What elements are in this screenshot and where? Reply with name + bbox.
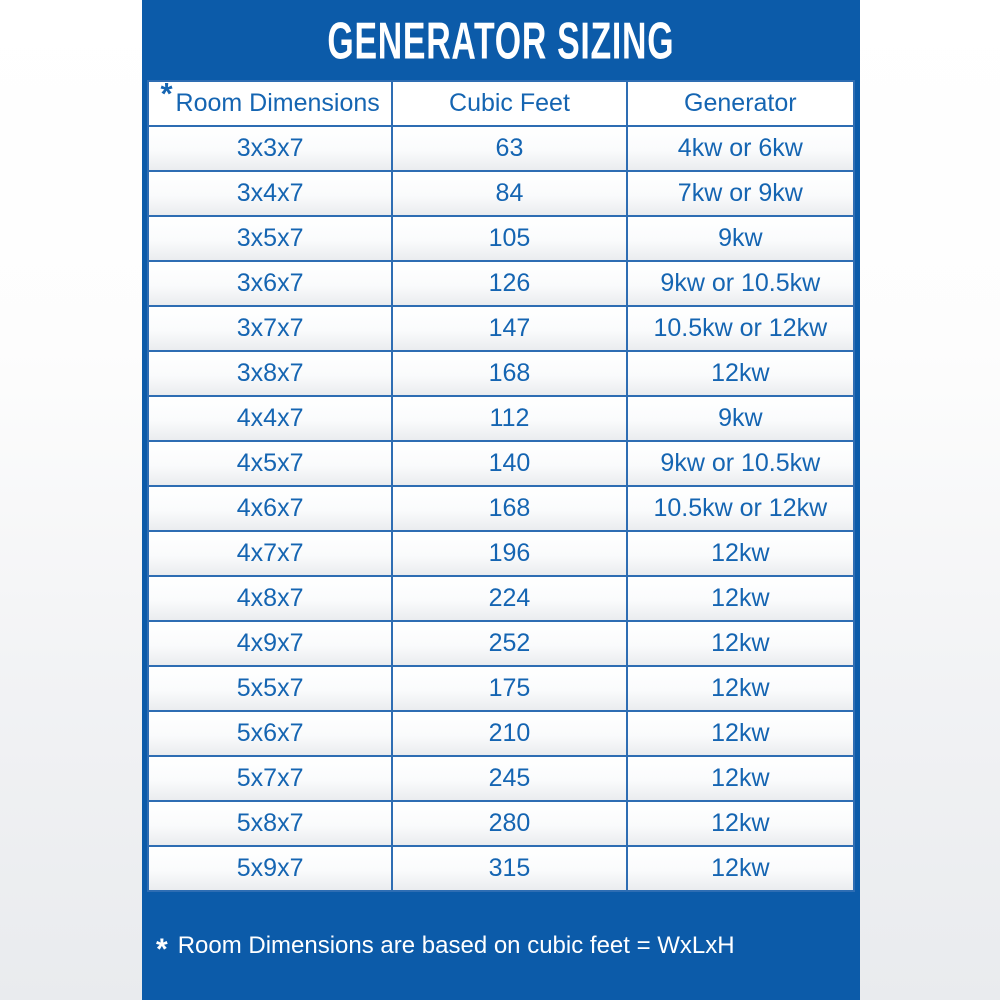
table-row [148,486,854,531]
column-header-generator: Generator [627,81,854,126]
room-dimensions-cell: 4x5x7 [148,441,392,486]
room-dimensions-cell: 3x7x7 [148,306,392,351]
cubic-feet-cell: 280 [392,801,626,846]
table-row [148,621,854,666]
cubic-feet-cell: 168 [392,351,626,396]
room-dimensions-cell: 4x8x7 [148,576,392,621]
table-row [148,441,854,486]
generator-cell: 12kw [627,621,854,666]
table-row [148,261,854,306]
room-dimensions-cell: 3x8x7 [148,351,392,396]
table-row [148,216,854,261]
room-dimensions-cell: 3x5x7 [148,216,392,261]
cubic-feet-cell: 126 [392,261,626,306]
generator-cell: 4kw or 6kw [627,126,854,171]
table-row [148,801,854,846]
generator-cell: 12kw [627,846,854,891]
page-title: GENERATOR SIZING [327,10,675,70]
cubic-feet-cell: 112 [392,396,626,441]
room-dimensions-cell: 5x8x7 [148,801,392,846]
room-dimensions-cell: 4x6x7 [148,486,392,531]
table-row [148,666,854,711]
header-row [148,81,854,126]
table-wrap [142,76,860,892]
room-dimensions-cell: 4x4x7 [148,396,392,441]
generator-cell: 12kw [627,801,854,846]
cubic-feet-cell: 224 [392,576,626,621]
cubic-feet-cell: 140 [392,441,626,486]
generator-cell: 9kw or 10.5kw [627,441,854,486]
cubic-feet-cell: 175 [392,666,626,711]
footnote: * Room Dimensions are based on cubic feet = WxLxH [142,892,860,1000]
room-dimensions-cell: 5x6x7 [148,711,392,756]
generator-cell: 12kw [627,351,854,396]
table-row [148,576,854,621]
column-header-cubic-feet: Cubic Feet [392,81,626,126]
cubic-feet-cell: 105 [392,216,626,261]
table-row [148,531,854,576]
cubic-feet-cell: 168 [392,486,626,531]
footnote-text: Room Dimensions are based on cubic feet = WxLxH [177,932,735,959]
generator-cell: 9kw or 10.5kw [627,261,854,306]
generator-cell: 9kw [627,396,854,441]
room-dimensions-cell: 5x9x7 [148,846,392,891]
room-dimensions-cell: 4x9x7 [148,621,392,666]
generator-cell: 12kw [627,711,854,756]
room-dimensions-cell: 3x3x7 [148,126,392,171]
generator-cell: 12kw [627,576,854,621]
cubic-feet-cell: 63 [392,126,626,171]
table-row [148,756,854,801]
column-header-room-dimensions-label: Room Dimensions [175,89,380,117]
cubic-feet-cell: 245 [392,756,626,801]
table-row [148,126,854,171]
room-dimensions-cell: 5x7x7 [148,756,392,801]
generator-cell: 12kw [627,756,854,801]
cubic-feet-cell: 210 [392,711,626,756]
table-row [148,711,854,756]
generator-cell: 12kw [627,531,854,576]
table-row [148,171,854,216]
cubic-feet-cell: 196 [392,531,626,576]
room-dimensions-cell: 3x4x7 [148,171,392,216]
cubic-feet-cell: 315 [392,846,626,891]
generator-cell: 7kw or 9kw [627,171,854,216]
cubic-feet-cell: 84 [392,171,626,216]
generator-cell: 10.5kw or 12kw [627,486,854,531]
generator-cell: 9kw [627,216,854,261]
generator-cell: 10.5kw or 12kw [627,306,854,351]
cubic-feet-cell: 147 [392,306,626,351]
table-row [148,351,854,396]
room-dimensions-cell: 5x5x7 [148,666,392,711]
generator-sizing-panel [142,0,860,1000]
title-band [142,0,860,80]
room-dimensions-cell: 4x7x7 [148,531,392,576]
cubic-feet-cell: 252 [392,621,626,666]
table-row [148,846,854,891]
table-row [148,306,854,351]
table-row [148,396,854,441]
room-dimensions-cell: 3x6x7 [148,261,392,306]
sizing-table [147,76,855,892]
generator-cell: 12kw [627,666,854,711]
column-header-room-dimensions: * Room Dimensions [148,81,392,126]
